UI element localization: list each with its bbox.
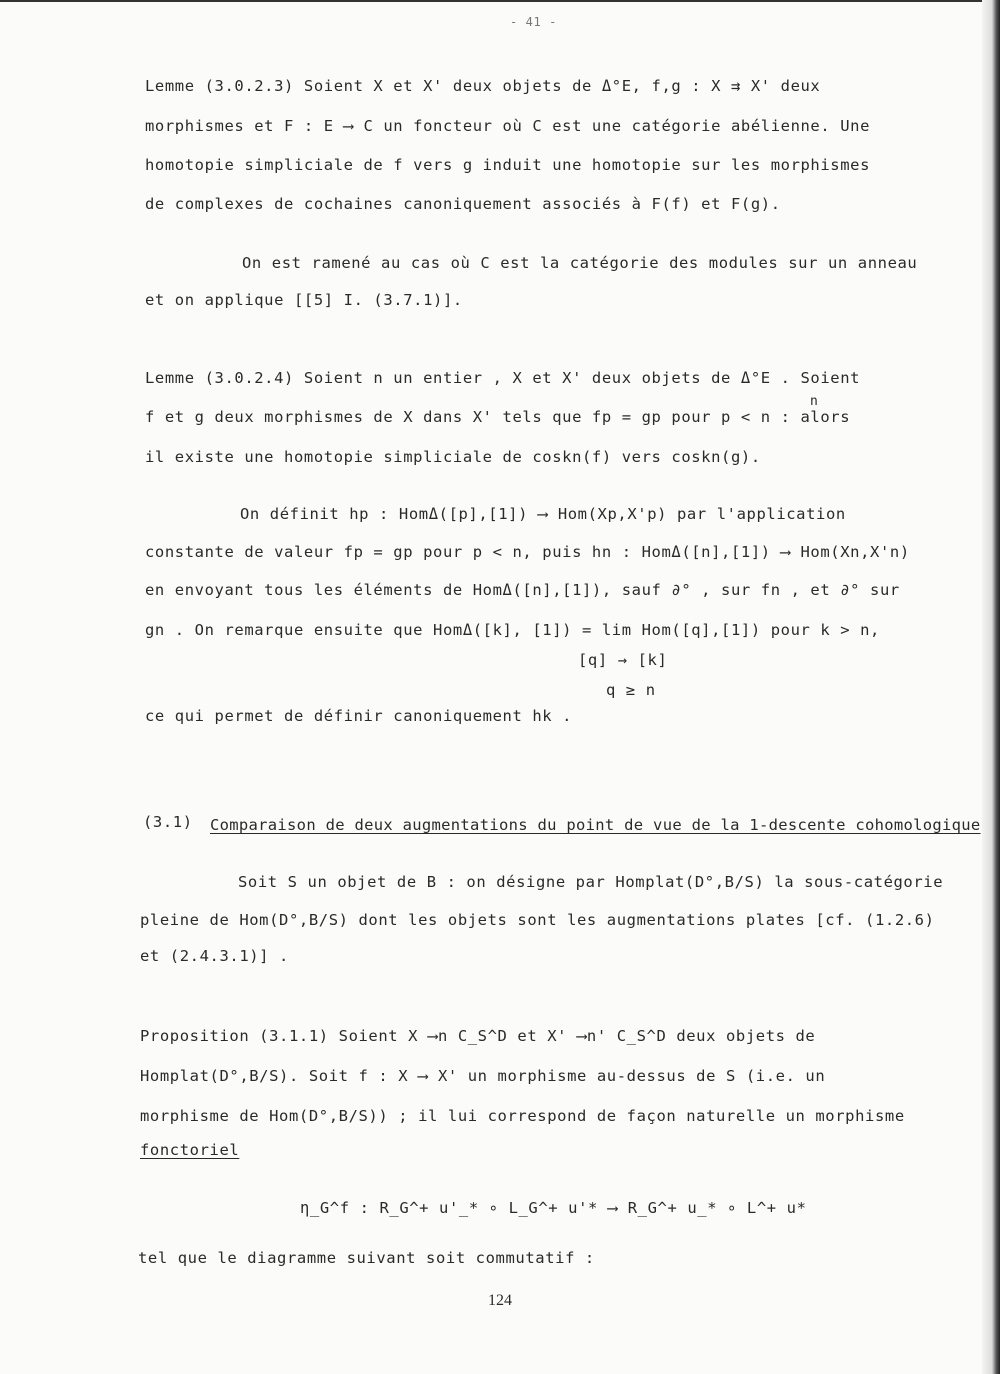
proposition-line-5: tel que le diagramme suivant soit commutatif : <box>138 1249 595 1267</box>
proof-1-line-1: On est ramené au cas où C est la catégorie des modules sur un anneau <box>242 254 918 272</box>
proof-2-line-4: gn . On remarque ensuite que HomΔ([k], [1]) = lim Hom([q],[1]) pour k > n, <box>145 621 880 639</box>
lemma-1-line-1: Lemme (3.0.2.3) Soient X et X' deux objets de Δ°E, f,g : X ⇉ X' deux <box>145 77 821 95</box>
lemma-1-line-2: morphismes et F : E ⟶ C un foncteur où C est une catégorie abélienne. Une <box>145 117 871 135</box>
proof-1-line-2: et on applique [[5] I. (3.7.1)]. <box>145 291 463 309</box>
scan-binding-shadow <box>982 0 1000 1374</box>
page-number: 124 <box>488 1292 512 1309</box>
para-3-1-line-1: Soit S un objet de B : on désigne par Homplat(D°,B/S) la sous-catégorie <box>238 873 944 891</box>
page-mark: - 41 - <box>510 15 557 29</box>
lemma-1-line-3: homotopie simpliciale de f vers g induit une homotopie sur les morphismes <box>145 156 871 174</box>
proof-2-lim-index: [q] → [k] <box>578 651 668 669</box>
scan-top-edge <box>0 0 1000 2</box>
proof-2-line-2: constante de valeur fp = gp pour p < n, puis hn : HomΔ([n],[1]) ⟶ Hom(Xn,X'n) <box>145 543 910 561</box>
proof-2-line-7: ce qui permet de définir canoniquement hk . <box>145 707 573 725</box>
para-3-1-line-3: et (2.4.3.1)] . <box>140 947 289 965</box>
proposition-line-2: Homplat(D°,B/S). Soit f : X ⟶ X' un morphisme au-dessus de S (i.e. un <box>140 1067 826 1085</box>
section-title: Comparaison de deux augmentations du point de vue de la 1-descente cohomologique <box>210 816 981 834</box>
proof-2-lim-condition: q ≥ n <box>606 681 656 699</box>
lemma-2-sub-n: n <box>810 394 819 409</box>
proposition-formula: η_G^f : R_G^+ u'_* ∘ L_G^+ u'* ⟶ R_G^+ u_* ∘ L^+ u* <box>300 1199 807 1217</box>
proposition-line-3: morphisme de Hom(D°,B/S)) ; il lui correspond de façon naturelle un morphisme <box>140 1107 905 1125</box>
lemma-2-line-2: f et g deux morphismes de X dans X' tels que fp = gp pour p < n : alors <box>145 408 851 426</box>
proof-2-line-3: en envoyant tous les éléments de HomΔ([n],[1]), sauf ∂° , sur fn , et ∂° sur <box>145 581 900 599</box>
lemma-2-line-3: il existe une homotopie simpliciale de coskn(f) vers coskn(g). <box>145 448 761 466</box>
proposition-line-1: Proposition (3.1.1) Soient X ⟶n C_S^D et X' ⟶n' C_S^D deux objets de <box>140 1027 816 1045</box>
proposition-line-4: fonctoriel <box>140 1141 240 1159</box>
lemma-1-line-4: de complexes de cochaines canoniquement associés à F(f) et F(g). <box>145 195 781 213</box>
section-number: (3.1) <box>143 813 193 831</box>
proof-2-line-1: On définit hp : HomΔ([p],[1]) ⟶ Hom(Xp,X'p) par l'application <box>240 505 846 523</box>
lemma-2-line-1: Lemme (3.0.2.4) Soient n un entier , X et X' deux objets de Δ°E . Soient <box>145 369 861 387</box>
para-3-1-line-2: pleine de Hom(D°,B/S) dont les objets sont les augmentations plates [cf. (1.2.6) <box>140 911 935 929</box>
